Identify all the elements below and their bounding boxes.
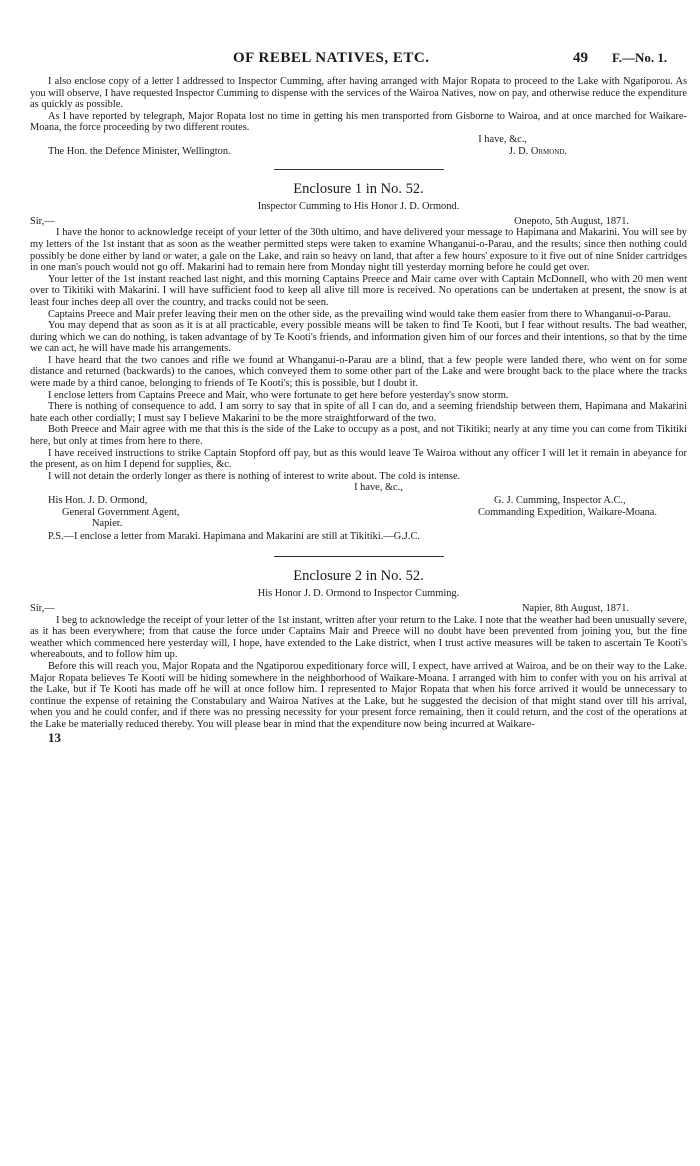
paragraph: Both Preece and Mair agree with me that this is the side of the Lake to occupy as a post, and not Tikitiki; nearly at any time you can come from Tikitiki here, but only at times from here to there. bbox=[30, 424, 687, 448]
paragraph: Before this will reach you, Major Ropata and the Ngatiporou expeditionary force will, I expect, have arrived at Wairoa, and be on their way to the Lake. Major Ropata believes Te Kooti will be hiding somewhere in the neighborhood of Waikare-Moana. I arranged with him to confer with you on his arrival at the Lake, but if Te Kooti has made off he will at once follow him. I represented to Major Ropata that when his force arrived it would be unnecessary to continue the expense of retaining the Constabulary and Wairoa Natives at the Lake, but he suggested the decision of that might stand over till his arrival, when you and he could confer, and if there was no pressing necessity for your present force remaining, then it could return, and the cost of the operations at the Lake be materially reduced thereby. You will please bear in mind that the expenditure now being incurred at Waikare- bbox=[30, 660, 687, 730]
document-body bbox=[30, 76, 687, 745]
section-divider bbox=[274, 169, 444, 170]
addressee-line: Napier. bbox=[92, 518, 123, 530]
enclosure-1 bbox=[30, 180, 687, 542]
sign-off-block bbox=[30, 495, 687, 530]
signature-mark: 13 bbox=[48, 729, 61, 745]
salutation-row bbox=[30, 603, 687, 615]
closing: I have, &c., bbox=[354, 482, 403, 494]
document-reference: F.—No. 1. bbox=[612, 50, 668, 65]
paragraph: Your letter of the 1st instant reached last night, and this morning Captains Preece and Mair came over with Captain McDonnell, who with 20 men went over to Tikitiki with Makarini. I will have sufficient food to keep all alive till more is received. No operations can be undertaken at present, the snow is at least four inches deep all over the country, and tracks could not be seen. bbox=[30, 273, 687, 308]
enclosure-from-to: Inspector Cumming to His Honor J. D. Ormond. bbox=[257, 201, 460, 213]
salutation-row bbox=[30, 216, 687, 228]
salutation: Sir,— bbox=[30, 215, 55, 227]
paragraph: I have received instructions to strike Captain Stopford off pay, but as this would leave Te Wairoa without any officer I will let it remain in abeyance for the present, as on him I depend for supplies, &c. bbox=[30, 447, 687, 471]
paragraph: There is nothing of consequence to add. I am sorry to say that in spite of all I can do, and a seeming friendship between them, Hapimana and Makarini hate each other cordially; I must say I believe Makarini to be the more straightforward of the two. bbox=[30, 401, 687, 424]
sign-off-row bbox=[30, 146, 687, 158]
addressee: The Hon. the Defence Minister, Wellington. bbox=[48, 145, 231, 157]
paragraph: I enclose letters from Captains Preece and Mair, who were fortunate to get here before yesterday's snow storm. bbox=[48, 389, 509, 401]
paragraph: I will not detain the orderly longer as there is nothing of interest to write about. The cold is intense. bbox=[48, 470, 461, 482]
enclosure-title: Enclosure 1 in No. 52. bbox=[293, 181, 424, 198]
enclosure-2 bbox=[30, 567, 687, 730]
closing: I have, &c., bbox=[478, 133, 527, 145]
signature: J. D. Ormond. bbox=[508, 145, 567, 157]
addressee-line: His Hon. J. D. Ormond, bbox=[48, 495, 148, 506]
addressee-block bbox=[30, 495, 179, 530]
paragraph: Captains Preece and Mair prefer leaving their men on the other side, as the prevailing wind would take them easier from there to Whanganui-o-Parau. bbox=[48, 308, 671, 320]
addressee-line: General Government Agent, bbox=[62, 506, 180, 518]
enclosure-from-to: His Honor J. D. Ormond to Inspector Cumming. bbox=[257, 588, 460, 600]
signature-line: G. J. Cumming, Inspector A.C., bbox=[493, 495, 626, 506]
paragraph: You may depend that as soon as it is at all practicable, every possible means will be taken to find Te Kooti, but I fear without results. The bad weather, during which we can do nothing, is taken advantage of by Te Kooti's friends, and information given him of our forces and their intentions, so that by the time we can act, he will have made his arrangements. bbox=[30, 320, 687, 355]
running-header bbox=[0, 50, 700, 70]
place-date: Napier, 8th August, 1871. bbox=[522, 602, 629, 614]
enclosure-title: Enclosure 2 in No. 52. bbox=[293, 568, 424, 585]
section-divider bbox=[274, 556, 444, 557]
intro-letter bbox=[30, 76, 687, 157]
paragraph: I have the honor to acknowledge receipt of your letter of the 30th ultimo, and have delivered your message to Hapimana and Makarini. You will see by my letters of the 1st instant that as soon as the weather permitted steps were taken to examine Whanganui-o-Parau, and the results; since then nothing could possibly be done either by land or water, a gale on the Lake, and rain so heavy on land, that after a few hours' exposure to it five out of nine Snider cartridges in one man's pouch would not go off. Makarini had to remain here from Monday night till yesterday morning before he could get over. bbox=[30, 227, 687, 274]
signature-block bbox=[478, 495, 687, 530]
running-title: OF REBEL NATIVES, ETC. bbox=[233, 50, 430, 66]
paragraph: I beg to acknowledge the receipt of your letter of the 1st instant, written after your return to the Lake. I note that the weather had been unusually severe, as it has been everywhere; from that cause the force under Captains Mair and Preece will no doubt have been prevented from joining you, but the fine weather which commenced here yesterday will, I hope, have extended to the Lake district, when I trust active measures will be taken to ascertain Te Kooti's whereabouts, and to follow him up. bbox=[30, 614, 687, 661]
paragraph: I have heard that the two canoes and rifle we found at Whanganui-o-Parau are a blind, that a few people were landed there, who went on for some distance and returned (backwards) to the canoes, which conveyed them to some other part of the Lake and were brought back to the place where the tracks were made by a third canoe, belonging to friends of Te Kooti's; this is possible, but I doubt it. bbox=[30, 354, 687, 390]
page-number: 49 bbox=[573, 50, 588, 66]
place-date: Onepoto, 5th August, 1871. bbox=[514, 215, 629, 227]
paragraph: As I have reported by telegraph, Major Ropata lost no time in getting his men transported from Gisborne to Wairoa, and at once marched for Waikare-Moana, the force proceeding by two different routes. bbox=[30, 110, 687, 134]
paragraph: I also enclose copy of a letter I addressed to Inspector Cumming, after having arranged with Major Ropata to proceed to the Lake with Ngatiporou. As you will observe, I have requested Inspector Cumming to dispense with the services of the Wairoa Natives, now on pay, and otherwise reduce the expenditure as quickly as possible. bbox=[30, 76, 687, 111]
postscript: P.S.—I enclose a letter from Maraki. Hapimana and Makarini are still at Tikitiki.—G.J.C. bbox=[48, 530, 420, 542]
salutation: Sir,— bbox=[30, 602, 55, 614]
signature-line: Commanding Expedition, Waikare-Moana. bbox=[477, 506, 657, 518]
